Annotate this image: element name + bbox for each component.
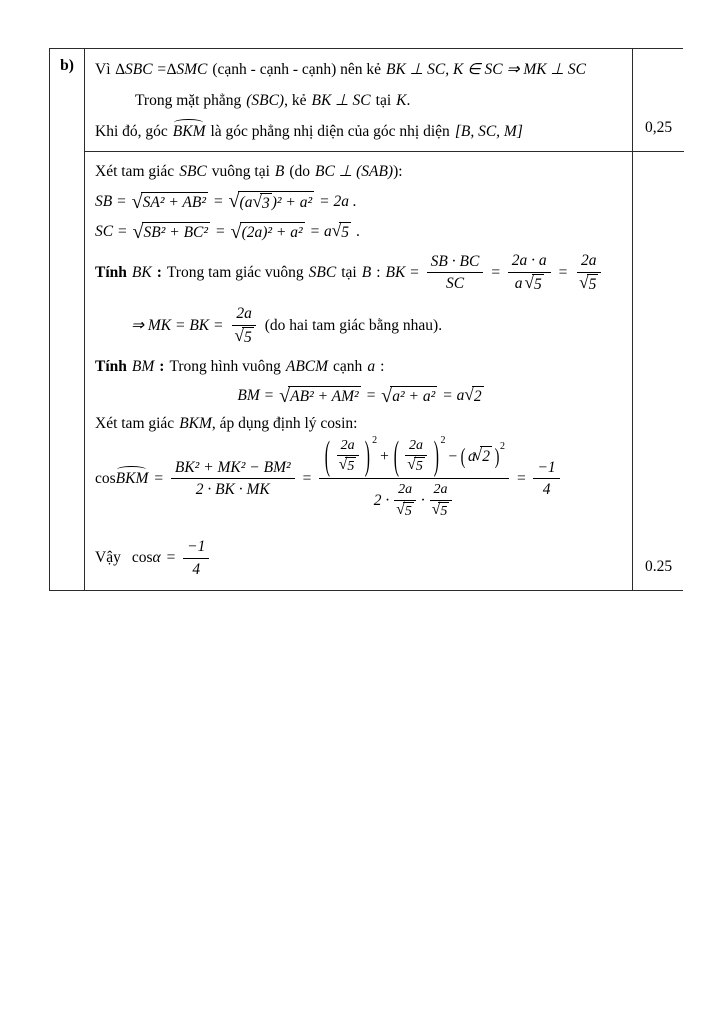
sqrt: [332, 222, 351, 243]
text-fragment: cos: [95, 469, 116, 487]
sqrt: [473, 446, 492, 467]
radicand: √ 5: [347, 459, 355, 475]
radicand: √ 5: [404, 503, 412, 519]
text-fragment: Vì: [95, 60, 111, 78]
math-fragment: BC ⊥ (SAB): [315, 163, 394, 180]
math-fragment: =: [490, 263, 501, 281]
numerator: BK² + MK² − BM²: [171, 457, 295, 479]
math-fragment: B: [361, 263, 372, 281]
math-fragment: SC =: [95, 222, 128, 240]
math-fragment: 2 ·: [373, 491, 390, 509]
formula-mk: [131, 303, 626, 348]
numerator: 2a: [577, 250, 601, 272]
sqrt: [228, 191, 314, 214]
denominator: 2 · BK · MK: [195, 481, 270, 499]
text-fragment: Trong tam giác vuông: [166, 263, 304, 281]
math-fragment: SBC: [308, 263, 337, 281]
text-fragment: cạnh: [333, 358, 363, 376]
denominator: [230, 326, 257, 349]
math-fragment: ∆SBC =∆SMC: [115, 60, 208, 78]
row2-score-cell: [633, 152, 684, 590]
text-fragment: (do hai tam giác bằng nhau).: [264, 316, 443, 334]
denominator: [575, 273, 602, 296]
math-fragment: BK =: [385, 263, 420, 281]
fraction: [335, 436, 361, 477]
numerator: SB · BC: [427, 251, 484, 273]
math-fragment: )² + a²: [271, 194, 313, 211]
math-fragment: =: [215, 222, 226, 240]
denominator: [335, 456, 361, 477]
text-fragment: cos: [131, 549, 153, 567]
fraction: [427, 251, 484, 295]
numerator: 2a · a: [508, 250, 551, 272]
numerator: 2a: [430, 480, 452, 501]
label-tinh: Tính: [95, 263, 127, 281]
sqrt: [396, 502, 414, 521]
row2-content-cell: [85, 152, 633, 590]
right-paren: [365, 436, 370, 476]
row2-line1: [95, 162, 626, 181]
text-fragment: Xét tam giác: [95, 414, 175, 432]
fraction: [428, 480, 454, 521]
sqrt: [524, 274, 543, 295]
math-fragment: √ (a: [239, 194, 253, 211]
line-cos-intro: [95, 415, 626, 433]
sqrt: [252, 193, 271, 214]
math-fragment: a: [467, 447, 476, 465]
row1-line2: [135, 85, 626, 116]
math-fragment: a: [514, 275, 523, 293]
sqrt: [407, 457, 425, 476]
radicand: [238, 191, 315, 214]
fraction: [508, 250, 551, 295]
right-paren: [495, 445, 500, 468]
formula-sc: [95, 222, 626, 243]
operator: −: [447, 447, 458, 465]
math-fragment: ABCM: [285, 358, 329, 376]
sqrt: [234, 327, 253, 348]
sqrt: [279, 386, 361, 407]
radicand: √ SA² + AB²: [142, 194, 207, 211]
formula-sb: [95, 191, 626, 214]
radicand: √ (2a)² + a²: [241, 223, 303, 241]
text-fragment: vuông tại: [211, 162, 270, 180]
math-fragment: = a: [309, 222, 332, 240]
denominator: [511, 273, 548, 296]
left-paren: [393, 436, 398, 476]
text-fragment: Vậy: [95, 549, 121, 567]
score-value: 0,25: [644, 119, 673, 136]
numerator: 2a: [337, 436, 359, 457]
radicand: √ AB² + AM²: [290, 388, 359, 406]
exponent: 2: [500, 441, 505, 453]
fraction: [533, 457, 559, 501]
text-fragment: (cạnh - cạnh - cạnh) nên kẻ: [212, 60, 382, 78]
label-tinh: Tính: [95, 358, 127, 376]
numerator: −1: [533, 457, 559, 479]
denominator: 4: [192, 560, 201, 578]
numerator: 2a: [394, 480, 416, 501]
fraction-big: [319, 435, 509, 523]
math-fragment: BM =: [237, 387, 275, 405]
fraction: [171, 457, 295, 501]
radicand: √ 2: [482, 448, 490, 466]
sqrt: [432, 502, 450, 521]
radicand: √ 5: [415, 459, 423, 475]
math-fragment: BK ⊥ SC, K ∈ SC ⇒ MK ⊥ SC: [386, 61, 586, 78]
formula-bk: [95, 250, 626, 295]
math-fragment: =: [516, 469, 527, 487]
text-fragment: Trong mặt phẳng: [135, 91, 242, 109]
solution-table: [49, 48, 683, 591]
denominator: [392, 501, 418, 522]
denominator: SC: [445, 275, 465, 293]
part-label: b): [60, 57, 74, 74]
numerator: 2a: [232, 303, 256, 325]
part-label-cell: [50, 49, 85, 590]
radicand: √ 5: [244, 328, 252, 346]
text-fragment: Xét tam giác: [95, 162, 175, 180]
math-fragment: =: [301, 469, 313, 487]
text-fragment: :: [380, 358, 385, 376]
math-fragment: BKM: [179, 414, 212, 432]
math-fragment: B: [274, 162, 285, 180]
numerator: 2a: [405, 436, 427, 457]
text-fragment: Trong hình vuông: [169, 358, 281, 376]
denominator: [403, 456, 429, 477]
row1-content-cell: [85, 49, 633, 152]
math-fragment: SBC: [179, 162, 207, 180]
math-fragment: =: [153, 469, 164, 487]
text-fragment: , áp dụng định lý cosin:: [211, 414, 358, 432]
text-fragment: :: [376, 263, 381, 281]
math-fragment: BM: [131, 358, 155, 376]
math-fragment: ⇒ MK = BK =: [131, 317, 224, 335]
formula-cosine: [95, 435, 626, 523]
math-fragment: α: [152, 549, 161, 567]
exponent: 2: [440, 435, 446, 447]
math-fragment: =: [365, 387, 377, 405]
sqrt: [464, 386, 483, 407]
text-fragment: , kẻ: [284, 91, 307, 109]
math-fragment: =: [557, 263, 569, 281]
text-fragment: là góc phẳng nhị diện của góc nhị diện: [210, 122, 450, 140]
sqrt: [339, 457, 357, 476]
math-fragment: = 2a .: [319, 193, 357, 211]
math-fragment: (SBC): [246, 91, 285, 109]
exponent: 2: [372, 435, 378, 447]
line-bm-intro: [95, 358, 626, 376]
fraction: [392, 480, 418, 521]
math-fragment: =: [213, 193, 224, 211]
sqrt: [132, 192, 208, 213]
radicand: √ 5: [533, 275, 542, 293]
radicand: √ SB² + BC²: [143, 223, 209, 241]
text-fragment: tại: [375, 91, 392, 109]
angle-notation: BKM: [115, 469, 149, 487]
fraction: [575, 250, 602, 295]
fraction: [403, 436, 429, 477]
angle-notation: BKM: [172, 122, 206, 140]
math-fragment: =: [165, 549, 177, 567]
numerator: −1: [183, 536, 209, 558]
left-paren: [325, 436, 330, 476]
sqrt: [231, 222, 305, 243]
row1-line3: [95, 116, 626, 147]
text-fragment: (do: [289, 162, 311, 180]
score-value: 0.25: [644, 558, 673, 576]
math-fragment: SB =: [95, 193, 127, 211]
radicand: √ 5: [588, 275, 597, 293]
fraction: [230, 303, 257, 348]
math-fragment: a: [367, 358, 376, 376]
operator: ·: [420, 491, 425, 509]
math-fragment: BK: [131, 263, 152, 281]
sqrt: [132, 222, 210, 243]
sqrt: [579, 274, 598, 295]
sqrt: [381, 386, 437, 407]
denominator: 4: [542, 481, 551, 499]
line-conclusion: [95, 536, 626, 580]
text-fragment: .: [406, 91, 411, 109]
text-fragment: :: [159, 358, 165, 376]
math-fragment: = a: [442, 387, 465, 405]
text-fragment: .: [356, 222, 360, 240]
left-paren: [461, 445, 466, 468]
text-fragment: :: [156, 263, 162, 281]
formula-bm: [95, 386, 626, 407]
right-paren: [434, 436, 439, 476]
row1-line1: [95, 54, 626, 85]
denominator: [428, 501, 454, 522]
radicand: √ 5: [341, 223, 350, 241]
math-fragment: K: [396, 91, 407, 109]
radicand: √ 3: [262, 195, 270, 212]
math-fragment: [B, SC, M]: [454, 122, 523, 140]
text-fragment: tại: [341, 263, 357, 281]
fraction: [183, 536, 209, 580]
text-fragment: ):: [393, 162, 403, 180]
numerator: [319, 435, 509, 479]
operator: +: [379, 447, 390, 465]
text-fragment: Khi đó, góc: [95, 122, 168, 140]
radicand: √ 2: [473, 388, 482, 406]
denominator: [370, 479, 459, 522]
row1-score-cell: [633, 49, 684, 152]
radicand: √ 5: [440, 503, 448, 519]
math-fragment: BK ⊥ SC: [311, 92, 371, 109]
radicand: √ a² + a²: [392, 388, 436, 406]
